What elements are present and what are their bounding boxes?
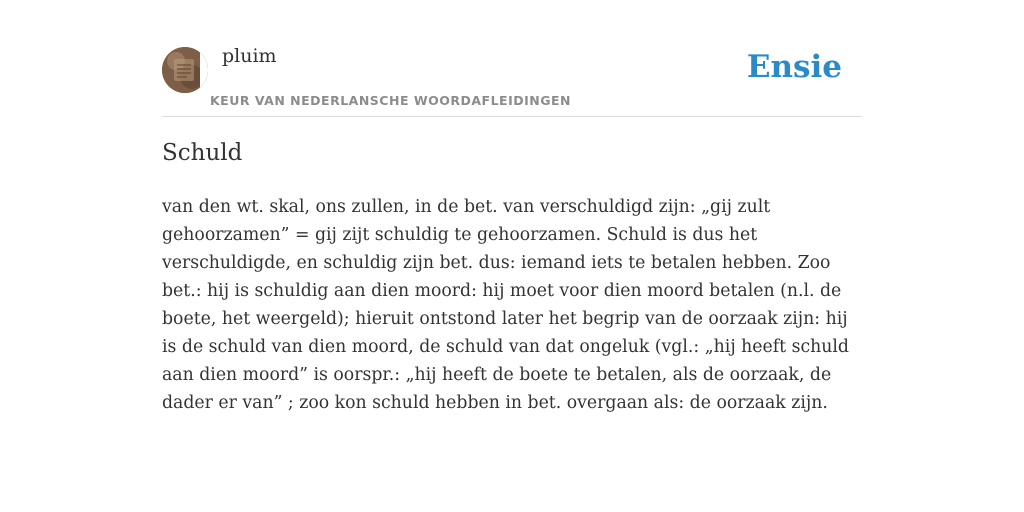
entry-header <box>162 0 862 117</box>
entry-card <box>162 0 862 512</box>
avatar-crop <box>200 47 208 93</box>
username[interactable]: pluim <box>222 45 277 67</box>
source-name[interactable]: KEUR VAN NEDERLANSCHE WOORDAFLEIDINGEN <box>210 93 571 108</box>
brand-logo[interactable]: Ensie <box>746 49 842 85</box>
entry-body: van den wt. skal, ons zullen, in de bet. van verschuldigd zijn: „gij zult gehoorzamen” = gij zijt schuldig te gehoorzamen. Schuld is dus het verschuldigde, en schuldig zijn bet. dus: iemand iets te betalen hebben. Zoo bet.: hij is schuldig aan dien moord: hij moet voor dien moord betalen (n.l. de boete, het weergeld); hieruit ontstond later het begrip van de oorzaak zijn: hij is de schuld van dien moord, de schuld van dat ongeluk (vgl.: „hij heeft schuld aan dien moord” is oorspr.: „hij heeft de boete te betalen, als de oorzaak, de dader er van” ; zoo kon schuld hebben in bet. overgaan als: de oorzaak zijn. <box>162 197 849 413</box>
avatar[interactable] <box>162 47 208 93</box>
entry-title: Schuld <box>162 140 243 166</box>
